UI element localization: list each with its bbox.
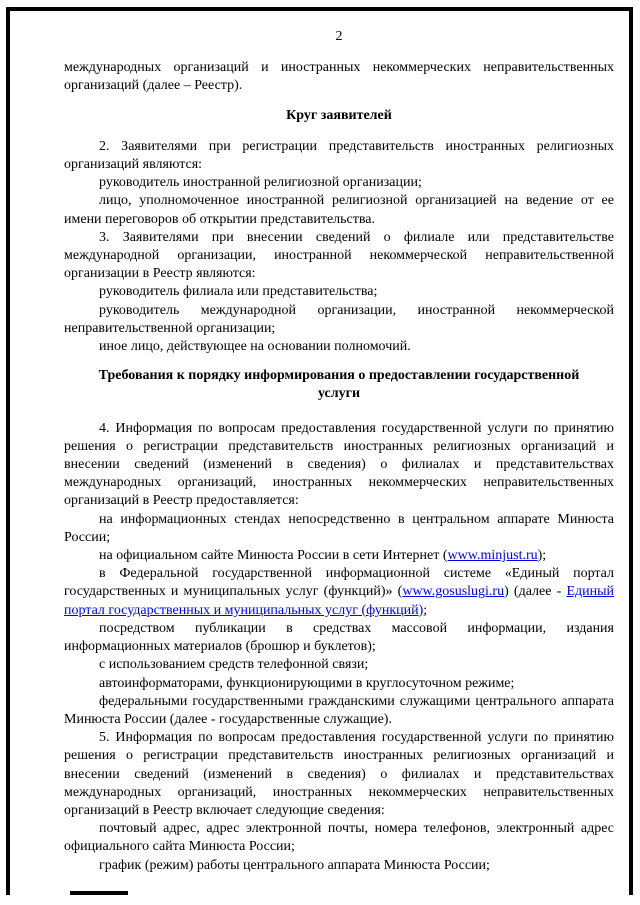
paragraph-2-item-2: лицо, уполномоченное иностранной религиозной организацией на ведение от ее имени переговоров об открытии представительства. <box>64 193 614 227</box>
paragraph-5: 5. Информация по вопросам предоставления государственной услуги по принятию решения о регистрации представительств иностранных религиозных организаций и внесении сведений (изменений в сведения) о филиалах и представительствах международных организаций, иностранных некоммерческих неправительственных организаций в Реестр включает следующие сведения: <box>64 730 614 818</box>
paragraph-4-item-media: посредством публикации в средствах массовой информации, издания информационных материалов (брошюр и буклетов); <box>64 620 614 655</box>
paragraph-4: 4. Информация по вопросам предоставления государственной услуги по принятию решения о регистрации представительств иностранных религиозных организаций и внесении сведений (изменений в сведения) о филиалах и представительствах международных организаций, иностранных некоммерческих неправительственных организаций в Реестр предоставляется: <box>64 420 614 509</box>
unified-portal-link[interactable]: Единый портал государственных и муниципальных услуг (функций) <box>64 584 614 618</box>
portal-item-text-mid: ) (далее - <box>504 584 567 600</box>
paragraph-4-item-site <box>64 547 614 565</box>
site-item-text-pre: на официальном сайте Минюста России в сети Интернет ( <box>99 548 448 564</box>
paragraph-3-item-2: руководитель международной организации, иностранной некоммерческой неправительственной организации; <box>64 302 614 336</box>
paragraph-4-item-phone: с использованием средств телефонной связи; <box>99 657 369 673</box>
paragraph-3-item-3: иное лицо, действующее на основании полномочий. <box>99 339 411 355</box>
page-number: 2 <box>335 29 343 44</box>
paragraph-5-item-schedule: график (режим) работы центрального аппарата Минюста России; <box>99 857 490 873</box>
page-content <box>64 28 614 875</box>
portal-item-text-post: ; <box>423 602 428 618</box>
paragraph-2-item-1: руководитель иностранной религиозной организации; <box>99 175 422 191</box>
minjust-site-link[interactable]: www.minjust.ru <box>447 548 538 564</box>
paragraph-intro: международных организаций и иностранных некоммерческих неправительственных организаций (далее – Реестр). <box>64 60 614 94</box>
section-heading-informing: Требования к порядку информирования о предоставлении государственной услуги <box>98 368 580 402</box>
section-heading-applicants: Круг заявителей <box>286 107 392 123</box>
paragraph-3: 3. Заявителями при внесении сведений о филиале или представительстве международной организации, иностранной некоммерческой неправительственной организации в Реестр являются: <box>64 229 614 282</box>
paragraph-4-item-auto: автоинформаторами, функционирующими в круглосуточном режиме; <box>99 675 515 691</box>
paragraph-2: 2. Заявителями при регистрации представительств иностранных религиозных организаций являются: <box>64 138 614 173</box>
paragraph-3-item-1: руководитель филиала или представительства; <box>99 284 378 300</box>
gosuslugi-site-link[interactable]: www.gosuslugi.ru <box>402 584 505 600</box>
paragraph-4-item-portal <box>64 565 614 620</box>
paragraph-4-item-stands: на информационных стендах непосредственно в центральном аппарате Минюста России; <box>64 511 614 545</box>
site-item-text-post: ); <box>537 548 547 564</box>
portal-item-text-pre: в Федеральной государственной информационной системе «Единый портал государственных и муниципальных услуг (функций)» ( <box>64 566 614 600</box>
paragraph-5-item-address: почтовый адрес, адрес электронной почты, номера телефонов, электронный адрес официального сайта Минюста России; <box>64 821 614 855</box>
paragraph-4-item-staff: федеральными государственными гражданскими служащими центрального аппарата Минюста России (далее - государственные служащие). <box>64 693 614 727</box>
